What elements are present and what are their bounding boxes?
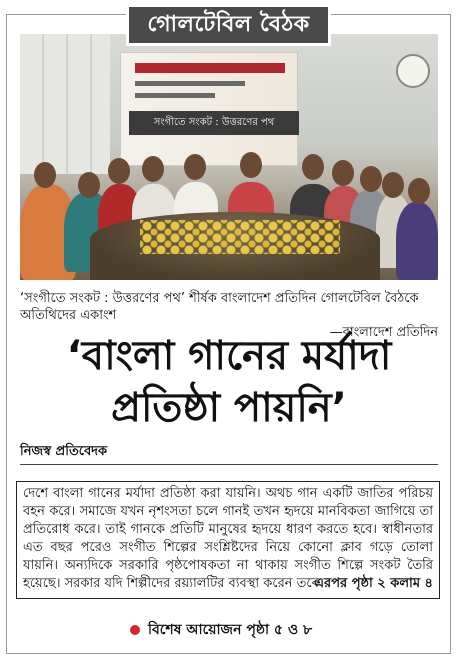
caption-text: ‘সংগীতে সংকট : উত্তরণের পথ’ শীর্ষক বাংলাদেশ প্রতিদিন গোলটেবিল বৈঠকে অতিথিদের একাংশ <box>20 291 419 323</box>
special-feature-note[interactable] <box>130 618 312 642</box>
event-banner <box>120 52 298 166</box>
banner-line <box>135 93 215 98</box>
red-bullet-icon <box>130 625 140 635</box>
table-flowers <box>140 220 340 254</box>
byline-divider <box>20 464 438 465</box>
wall-clock-icon <box>396 54 430 88</box>
guest-head <box>78 172 100 198</box>
guest-head <box>302 154 324 180</box>
guest-head <box>332 160 354 186</box>
headline-line-2: প্রতিষ্ঠা পায়নি’ <box>111 385 347 431</box>
headline <box>20 330 438 434</box>
guest-head <box>142 156 164 182</box>
guest-head <box>108 158 130 184</box>
roundtable-photo <box>20 34 438 280</box>
guest-head <box>382 172 404 198</box>
banner-topic: সংগীতে সংকট : উত্তরণের পথ <box>129 111 299 135</box>
guest-head <box>408 178 430 204</box>
banner-logo-bar <box>135 63 285 73</box>
headline-line-1: ‘বাংলা গানের মর্যাদা <box>66 333 392 379</box>
article-body: দেশে বাংলা গানের মর্যাদা প্রতিষ্ঠা করা যায়নি। অথচ গান একটি জাতির পরিচয় বহন করে। সমাজে যখন নৃশংসতা চলে গানই তখন হৃদয়ে মানবিকতা জাগিয়ে তা প্রতিরোধ করে। তাই গানকে প্রতিটি মানুষের হৃদয়ে ধারণ করতে হবে। স্বাধীনতার এত বছর পরেও সংগীত শিল্পের সংশ্লিষ্টদের নিয়ে কোনো ক্লাব গড়ে তোলা যায়নি। অন্যদিকে সরকারি পৃষ্ঠপোষকতা না থাকায় সংগীত শিল্পে সংকট তৈরি হয়েছে। সরকার যদি শিল্পীদের রয়্যালটির ব্যবস্থা করেন তবে <box>23 486 433 591</box>
guest-head <box>240 152 262 178</box>
photo-credit: —বাংলাদেশ প্রতিদিন <box>329 325 438 340</box>
section-label: গোলটেবিল বৈঠক <box>126 4 331 46</box>
guest-head <box>360 166 382 192</box>
continued-link[interactable]: এরপর পৃষ্ঠা ২ কলাম ৪ <box>310 575 433 593</box>
photo-windows <box>20 34 110 174</box>
special-feature-text: বিশেষ আয়োজন পৃষ্ঠা ৫ ও ৮ <box>148 622 313 638</box>
guest-head <box>34 162 56 188</box>
article-body-box <box>16 481 440 599</box>
reporter-byline: নিজস্ব প্রতিবেদক <box>20 444 108 459</box>
guest-figure <box>396 202 438 280</box>
guest-head <box>184 154 206 180</box>
banner-line <box>135 81 245 86</box>
